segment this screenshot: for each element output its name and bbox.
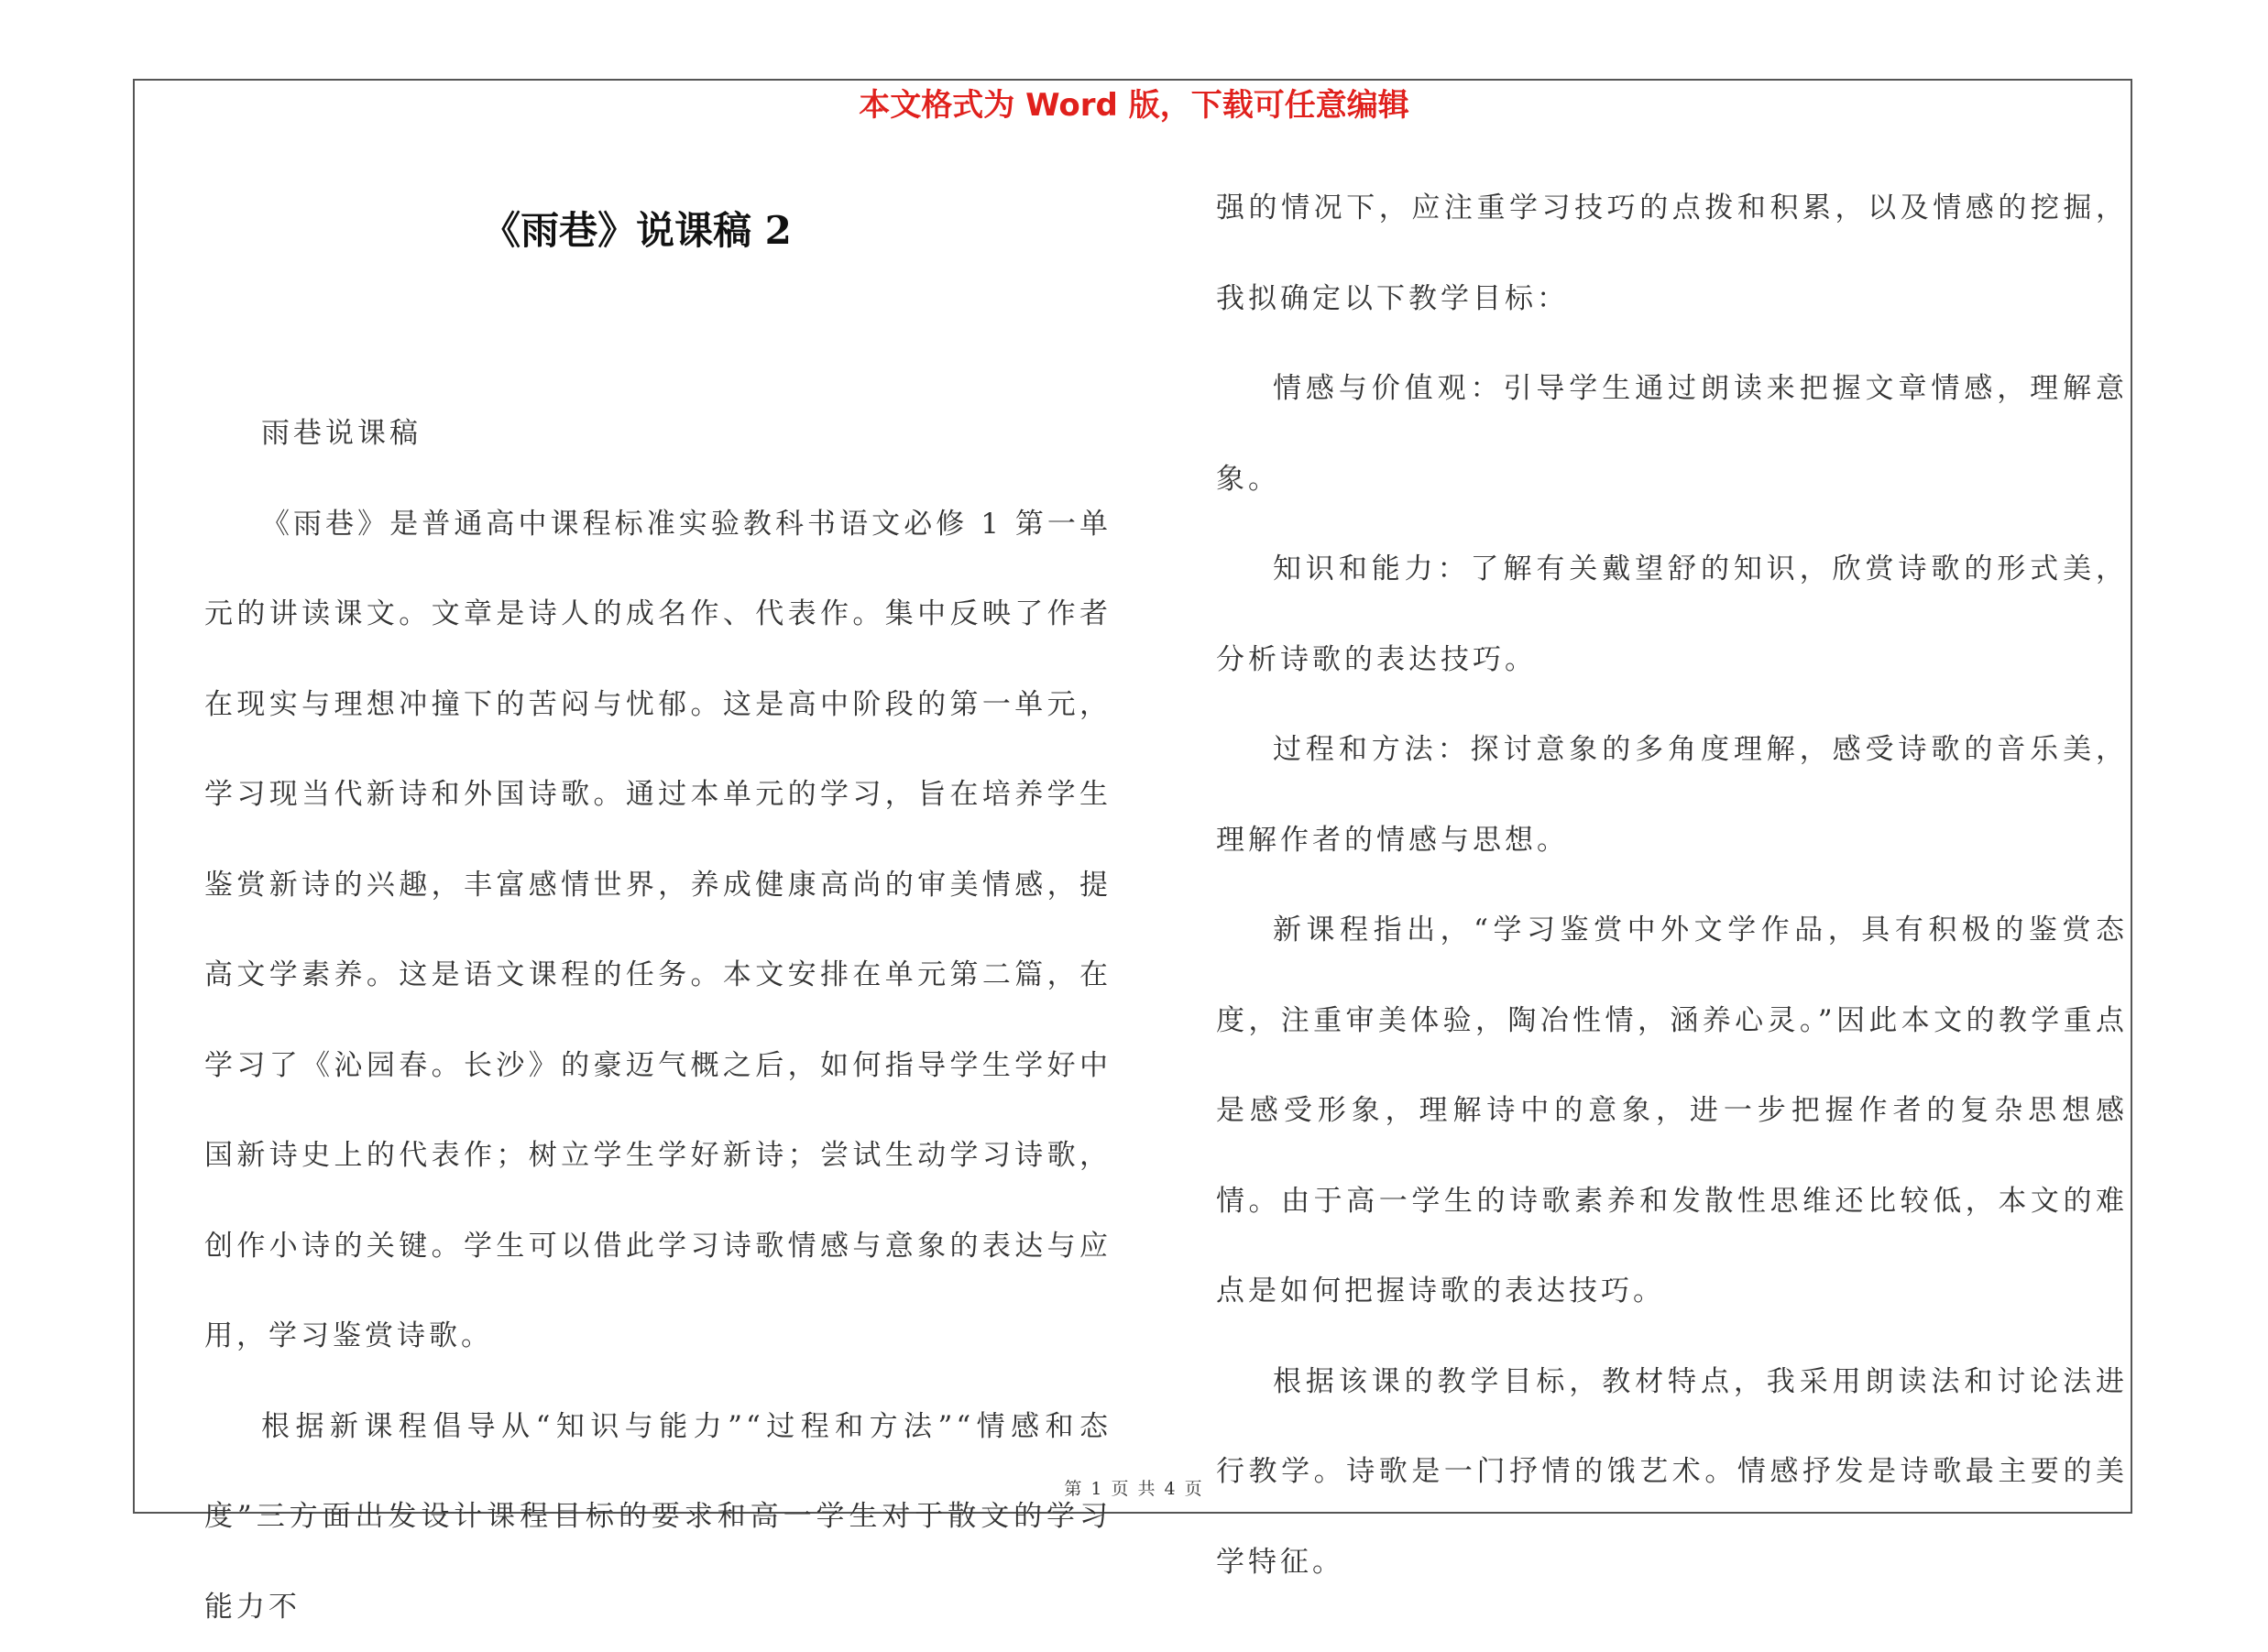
right-text-column — [1216, 163, 2128, 1607]
paragraph-process-method: 过程和方法：探讨意象的多角度理解，感受诗歌的音乐美，理解作者的情感与思想。 — [1216, 705, 2128, 885]
paragraph-heading: 雨巷说课稿 — [204, 388, 1112, 479]
paragraph-knowledge-ability: 知识和能力：了解有关戴望舒的知识，欣赏诗歌的形式美，分析诗歌的表达技巧。 — [1216, 524, 2128, 705]
document-title: 《雨巷》说课稿 2 — [202, 203, 1072, 258]
paragraph-emotion-values: 情感与价值观：引导学生通过朗读来把握文章情感，理解意象。 — [1216, 344, 2128, 524]
paragraph-goals-continued: 强的情况下，应注重学习技巧的点拨和积累，以及情感的挖掘，我拟确定以下教学目标： — [1216, 163, 2128, 344]
page-number-footer: 第 1 页 共 4 页 — [0, 1475, 2268, 1503]
paragraph-intro: 《雨巷》是普通高中课程标准实验教科书语文必修 1 第一单元的讲读课文。文章是诗人的成名作、代表作。集中反映了作者在现实与理想冲撞下的苦闷与忧郁。这是高中阶段的第一单元，学习现当代新诗和外国诗歌。通过本单元的学习，旨在培养学生鉴赏新诗的兴趣，丰富感情世界，养成健康高尚的审美情感，提高文学素养。这是语文课程的任务。本文安排在单元第二篇，在学习了《沁园春。长沙》的豪迈气概之后，如何指导学生学好中国新诗史上的代表作；树立学生学好新诗；尝试生动学习诗歌，创作小诗的关键。学生可以借此学习诗歌情感与意象的表达与应用，学习鉴赏诗歌。 — [204, 479, 1112, 1382]
word-format-banner: 本文格式为 Word 版，下载可任意编辑 — [0, 82, 2268, 128]
left-text-column — [204, 388, 1112, 1652]
paragraph-key-points: 新课程指出，“学习鉴赏中外文学作品，具有积极的鉴赏态度，注重审美体验，陶冶性情，涵养心灵。”因此本文的教学重点是感受形象，理解诗中的意象，进一步把握作者的复杂思想感情。由于高一学生的诗歌素养和发散性思维还比较低，本文的难点是如何把握诗歌的表达技巧。 — [1216, 885, 2128, 1337]
paragraph-teaching-method: 根据该课的教学目标，教材特点，我采用朗读法和讨论法进行教学。诗歌是一门抒情的饿艺术。情感抒发是诗歌最主要的美学特征。 — [1216, 1337, 2128, 1608]
paragraph-goals-start: 根据新课程倡导从“知识与能力”“过程和方法”“情感和态度”三方面出发设计课程目标的要求和高一学生对于散文的学习能力不 — [204, 1382, 1112, 1652]
